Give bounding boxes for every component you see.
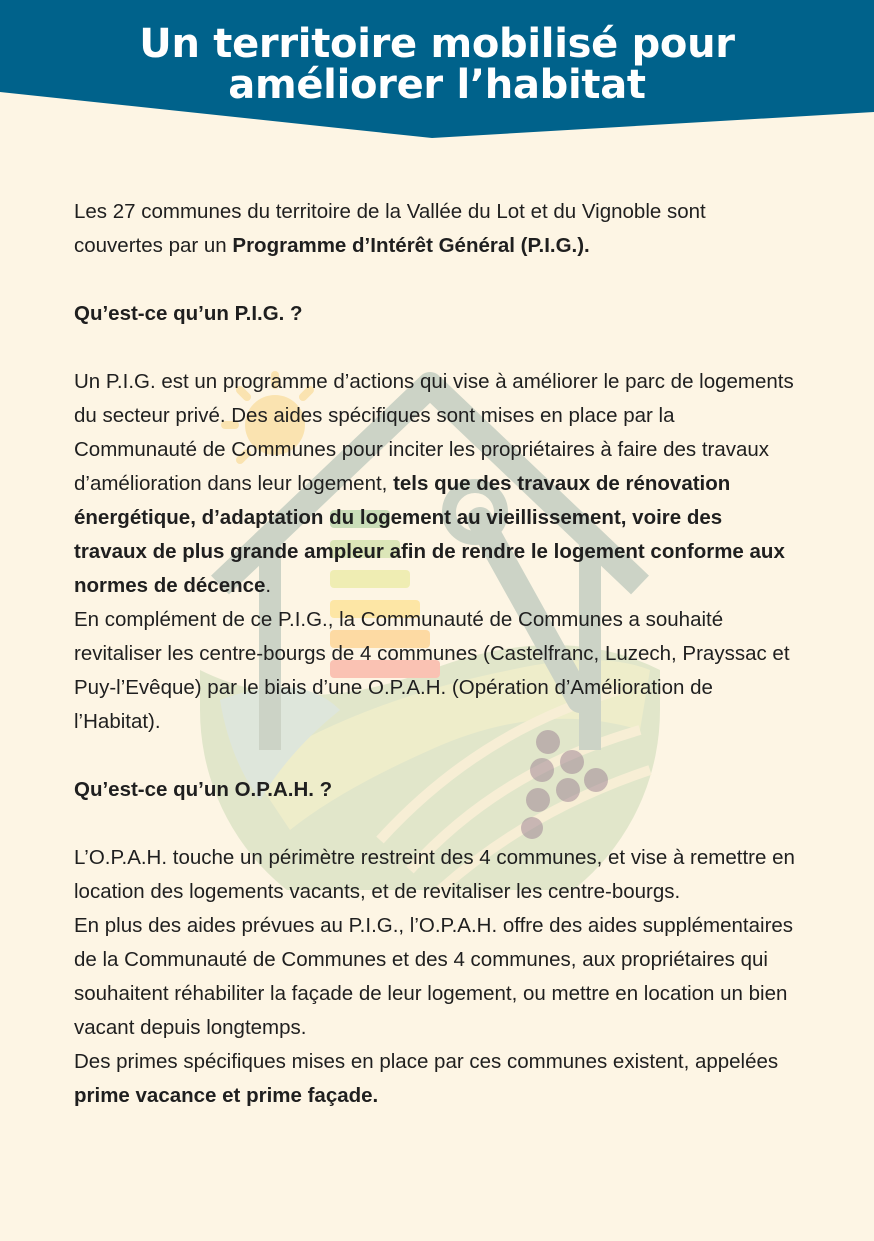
pig-paragraph-2: En complément de ce P.I.G., la Communauté de Communes a souhaité revitaliser les centre-bourgs de 4 communes (Castelfranc, Luzech, Prayssac et Puy-l’Evêque) par le biais d’une O.P.A.H. (Opération d’Amélioration de l’Habitat). xyxy=(74,608,790,733)
opah-paragraph-3 xyxy=(74,1045,800,1113)
pig-paragraph-1 xyxy=(74,365,800,603)
opah-paragraph-1: L’O.P.A.H. touche un périmètre restreint des 4 communes, et vise à remettre en location des logements vacants, et de revitaliser les centre-bourgs. xyxy=(74,846,795,903)
opah-paragraph-3-bold: prime vacance et prime façade. xyxy=(74,1084,379,1107)
header-banner xyxy=(0,0,874,140)
opah-paragraph-2: En plus des aides prévues au P.I.G., l’O.P.A.H. offre des aides supplémentaires de la Communauté de Communes et des 4 communes, aux propriétaires qui souhaitent réhabiliter la façade de leur logement, ou mettre en location un bien vacant depuis longtemps. xyxy=(74,914,794,1039)
opah-heading xyxy=(74,773,800,807)
pig-heading-text: Qu’est-ce qu’un P.I.G. ? xyxy=(74,302,303,325)
intro-bold-text: Programme d’Intérêt Général (P.I.G.). xyxy=(232,234,590,257)
opah-heading-text: Qu’est-ce qu’un O.P.A.H. ? xyxy=(74,778,333,801)
opah-paragraph-3-text: Des primes spécifiques mises en place par ces communes existent, appelées xyxy=(74,1050,779,1073)
page-title: Un territoire mobilisé pour améliorer l’habitat xyxy=(139,21,735,108)
pig-paragraph-1-end: . xyxy=(265,574,272,597)
main-content xyxy=(74,195,800,1113)
intro-text: Les 27 communes du territoire de la Vallée du Lot et du Vignoble sont couvertes par un xyxy=(74,200,706,257)
pig-paragraph-1-bold: tels que des travaux de rénovation énergétique, d’adaptation du logement au vieillissement, voire des travaux de plus grande ampleur afin de rendre le logement conforme aux normes de décence xyxy=(74,472,785,597)
pig-heading xyxy=(74,297,800,331)
pig-paragraph-1-text: Un P.I.G. est un programme d’actions qui vise à améliorer le parc de logements du secteur privé. Des aides spécifiques sont mises en place par la Communauté de Communes pour inciter les propriétaires à faire des travaux d’amélioration dans leur logement, xyxy=(74,370,794,495)
intro-paragraph xyxy=(74,195,800,263)
